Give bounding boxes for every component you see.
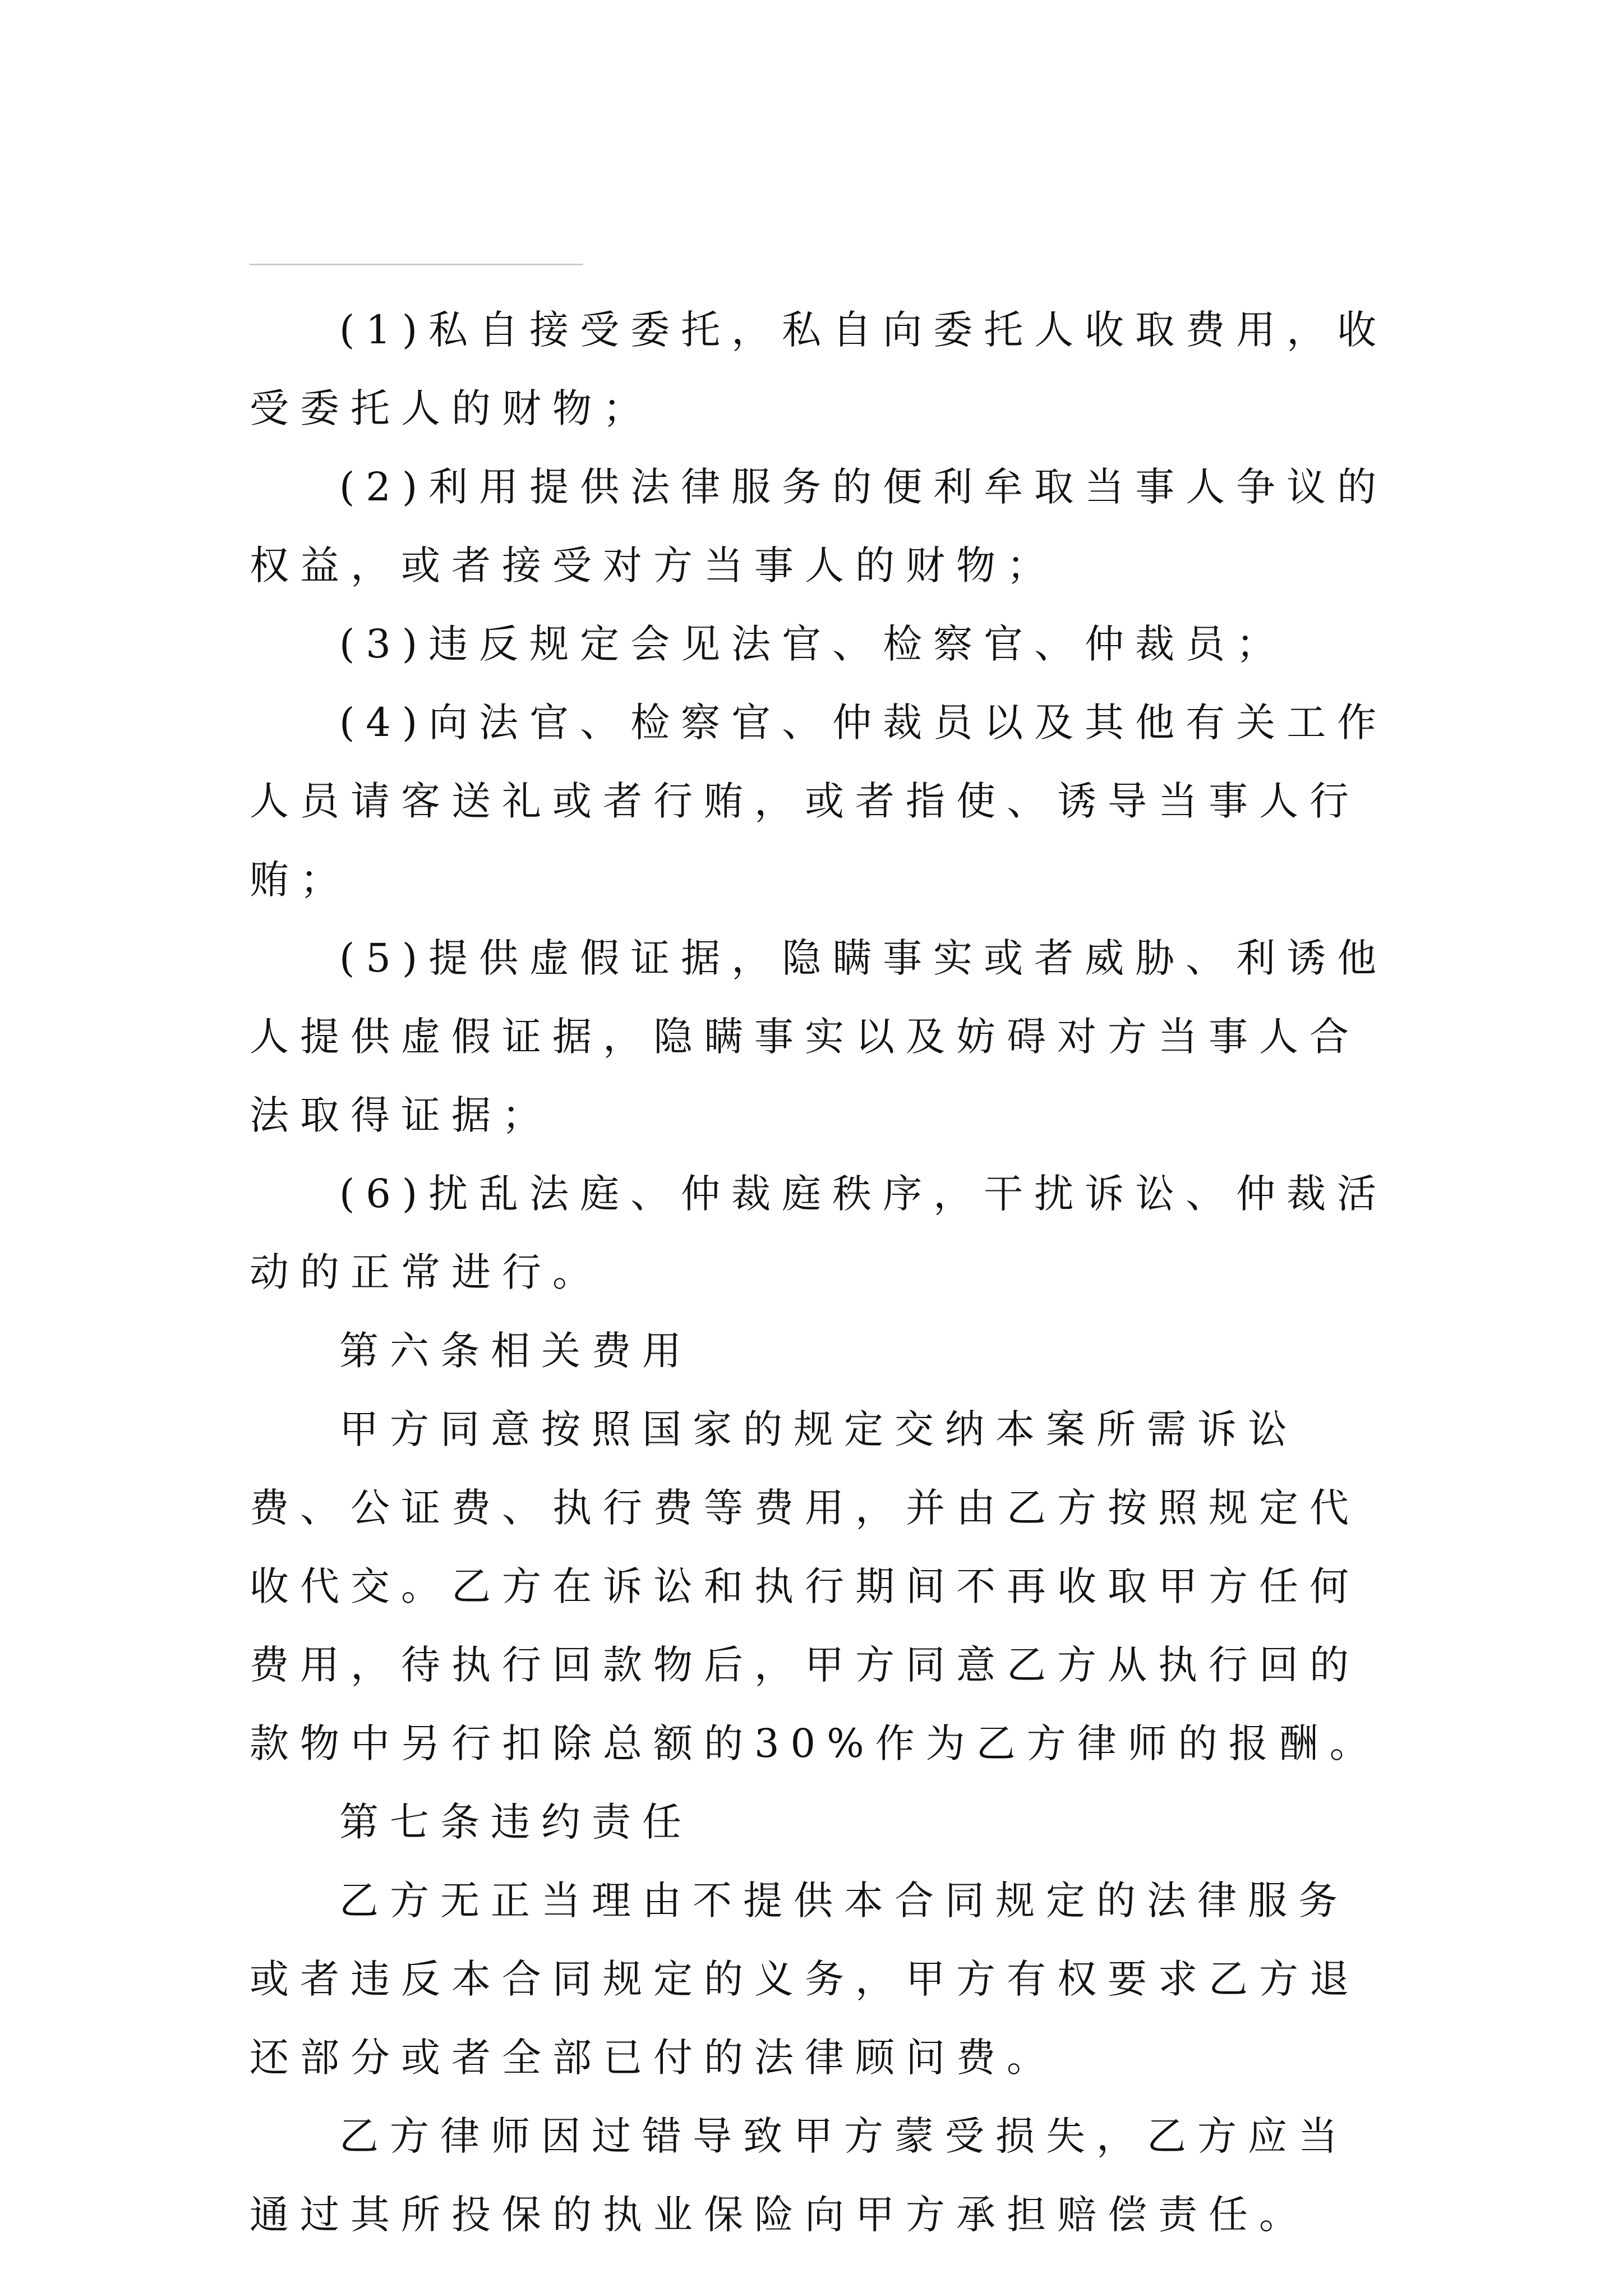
article-7-body-1: 乙方无正当理由不提供本合同规定的法律服务或者违反本合同规定的义务，甲方有权要求乙方退还部分或者全部已付的法律顾问费。 — [250, 1878, 1360, 2081]
clause-item-5: (5)提供虚假证据，隐瞒事实或者威胁、利诱他人提供虚假证据，隐瞒事实以及妨碍对方当事人合法取得证据； — [250, 935, 1388, 1138]
article-7-body-2: 乙方律师因过错导致甲方蒙受损失，乙方应当通过其所投保的执业保险向甲方承担赔偿责任。 — [250, 2113, 1349, 2238]
article-6-heading: 第六条相关费用 — [339, 1328, 693, 1374]
clause-item-2: (2)利用提供法律服务的便利牟取当事人争议的权益，或者接受对方当事人的财物； — [250, 464, 1388, 588]
article-6-body: 甲方同意按照国家的规定交纳本案所需诉讼费、公证费、执行费等费用，并由乙方按照规定代收代交。乙方在诉讼和执行期间不再收取甲方任何费用，待执行回款物后，甲方同意乙方从执行回的款物中另行扣除总额的30%作为乙方律师的报酬。 — [250, 1406, 1380, 1766]
document-body — [250, 291, 1388, 2254]
clause-item-1: (1)私自接受委托，私自向委托人收取费用，收受委托人的财物； — [250, 307, 1388, 431]
clause-item-3: (3)违反规定会见法官、检察官、仲裁员； — [339, 621, 1287, 667]
clause-item-4: (4)向法官、检察官、仲裁员以及其他有关工作人员请客送礼或者行贿，或者指使、诱导当事人行贿； — [250, 700, 1388, 903]
header-rule — [250, 264, 583, 265]
article-7-heading: 第七条违约责任 — [339, 1799, 693, 1845]
clause-item-6: (6)扰乱法庭、仲裁庭秩序，干扰诉讼、仲裁活动的正常进行。 — [250, 1171, 1388, 1295]
